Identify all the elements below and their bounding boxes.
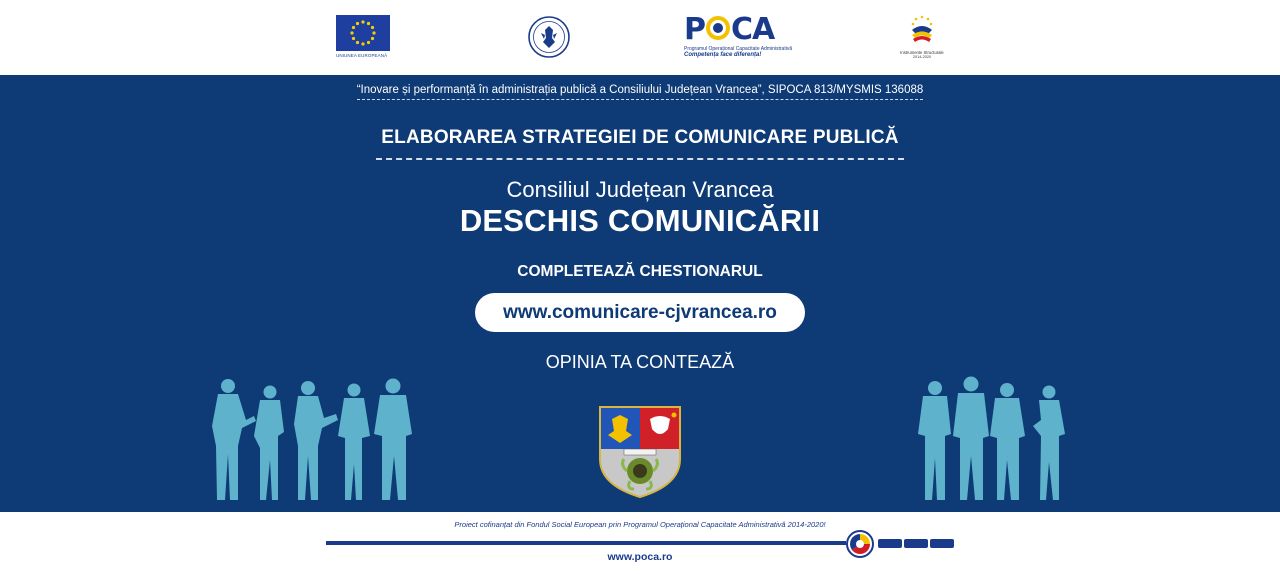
strategy-heading: ELABORAREA STRATEGIEI DE COMUNICARE PUBLICĂ xyxy=(381,127,899,148)
opinion-text: OPINIA TA CONTEAZĂ xyxy=(545,352,735,372)
structural-funds-years: 2014-2020 xyxy=(912,55,932,59)
vrancea-coat-of-arms-icon xyxy=(598,405,682,499)
poca-tagline: Competența face diferența! xyxy=(684,52,762,58)
structural-funds-logo xyxy=(898,14,946,58)
footer-segment xyxy=(930,539,954,548)
organization-name: Consiliul Județean Vrancea xyxy=(506,177,774,202)
logo-header xyxy=(0,0,1280,75)
cofinancing-note: Proiect cofinanțat din Fondul Social European prin Programul Operațional Capacitate Administrativă 2014-2020! xyxy=(454,520,826,529)
footer-rule xyxy=(326,541,846,545)
poca-program-name: Programul Operațional Capacitate Administrativă xyxy=(684,46,793,52)
structural-funds-caption: Instrumente Structurale xyxy=(900,50,944,55)
survey-link-button[interactable]: www.comunicare-cjvrancea.ro xyxy=(475,293,805,332)
dashed-divider xyxy=(376,158,904,160)
eu-flag-icon xyxy=(336,15,390,51)
poca-wordmark: P CA xyxy=(684,12,775,47)
poca-logo xyxy=(684,12,793,61)
structural-funds-icon xyxy=(898,14,946,44)
people-silhouettes-left xyxy=(208,376,418,504)
survey-call-to-action: COMPLETEAZĂ CHESTIONARUL xyxy=(517,263,763,280)
poca-website-link[interactable]: www.poca.ro xyxy=(607,551,673,563)
project-title: “Inovare și performanță în administrația publică a Consiliului Județean Vrancea”, SIPOCA 813/MYSMIS 136088 xyxy=(0,84,1280,100)
poca-o-icon xyxy=(706,16,730,40)
eu-caption: UNIUNEA EUROPEANĂ xyxy=(336,53,388,58)
government-seal-icon xyxy=(528,16,570,58)
people-silhouettes-right xyxy=(915,376,1070,504)
footer-segment xyxy=(904,539,928,548)
campaign-slogan: DESCHIS COMUNICĂRII xyxy=(459,203,821,238)
eu-logo xyxy=(336,15,390,59)
footer-segment xyxy=(878,539,902,548)
